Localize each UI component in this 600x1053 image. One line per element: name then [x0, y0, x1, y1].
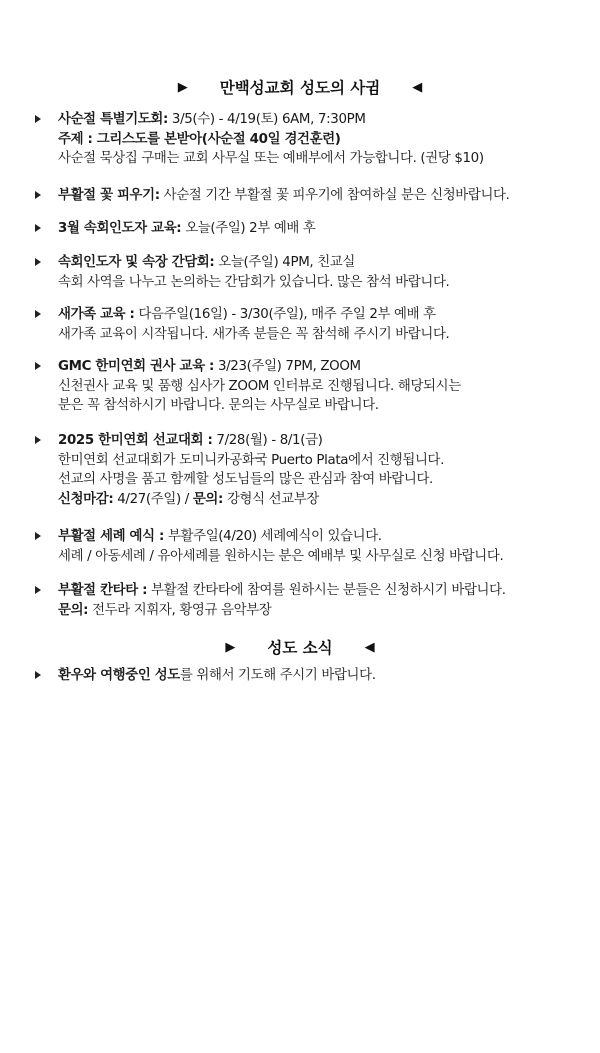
announcement-text: 를 위해서 기도해 주시기 바랍니다.: [179, 668, 376, 683]
bullet-icon: [35, 191, 41, 199]
announcement-line: [36, 431, 584, 451]
bullet-icon: [35, 532, 41, 540]
announcement-label: 사순절 특별기도회:: [58, 112, 168, 127]
triangle-left-icon: ◀: [364, 639, 375, 655]
announcement-text: 3/5(수) - 4/19(토) 6AM, 7:30PM: [168, 112, 366, 127]
bullet-icon: [35, 224, 41, 232]
announcement-text: 한미연회 선교대회가 도미니카공화국 Puerto Plata에서 진행됩니다.: [58, 452, 445, 468]
announcement-label: 부활절 꽃 피우기:: [58, 188, 160, 203]
announcement-text: 3/23(주일) 7PM, ZOOM: [214, 359, 361, 374]
announcement-item: [36, 357, 584, 416]
announcement-item: [36, 431, 584, 509]
announcement-text: 선교의 사명을 품고 함께할 성도님들의 많은 관심과 참여 바랍니다.: [58, 472, 433, 487]
triangle-left-icon: ◀: [412, 79, 423, 95]
announcement-line: [36, 325, 584, 345]
announcement-line: [36, 547, 584, 567]
announcement-text: 부활주일(4/20) 세례예식이 있습니다.: [164, 529, 382, 544]
announcement-item: [36, 110, 584, 169]
announcement-text: 새가족 교육이 시작됩니다. 새가족 분들은 꼭 참석해 주시기 바랍니다.: [58, 326, 450, 342]
bullet-icon: [35, 362, 41, 370]
announcement-item: [36, 527, 584, 566]
bullet-icon: [35, 258, 41, 266]
bullet-icon: [35, 115, 41, 123]
bullet-icon: [35, 671, 41, 679]
announcement-text: 4/27(주일) /: [113, 491, 193, 507]
announcement-label: 신청마감:: [58, 491, 114, 507]
announcement-line: [36, 666, 584, 686]
announcement-line: [36, 396, 584, 416]
announcement-text: 사순절 묵상집 구매는 교회 사무실 또는 예배부에서 가능합니다. (권당 $10): [58, 151, 484, 166]
announcement-label: 부활절 세례 예식 :: [58, 529, 165, 544]
announcement-text: 세례 / 아동세례 / 유아세례를 원하시는 분은 예배부 및 사무실로 신청 바랍니다.: [58, 548, 504, 564]
announcement-line: [36, 490, 584, 510]
section-header-news: [0, 76, 600, 98]
announcement-text: 전두라 지휘자, 황영규 음악부장: [88, 602, 272, 618]
announcement-line: [36, 470, 584, 490]
section-header-members: [0, 636, 600, 658]
announcement-text: 분은 꼭 참석하시기 바랍니다. 문의는 사무실로 바랍니다.: [58, 398, 379, 413]
triangle-right-icon: ▶: [225, 639, 236, 655]
announcement-line: [36, 601, 584, 621]
announcement-item: [36, 186, 584, 206]
announcement-text: 강형식 선교부장: [223, 491, 319, 507]
announcement-line: [36, 377, 584, 397]
announcement-line: [36, 305, 584, 325]
announcement-text: 다음주일(16일) - 3/30(주일), 매주 주일 2부 예배 후: [134, 307, 436, 322]
announcement-label: 새가족 교육 :: [58, 307, 135, 322]
announcement-text: 7/28(월) - 8/1(금): [212, 433, 323, 448]
announcement-item: [36, 219, 584, 239]
announcement-label: 환우와 여행중인 성도: [58, 668, 180, 683]
announcement-line: [36, 451, 584, 471]
announcement-label: 문의:: [58, 602, 89, 618]
announcement-label: 주제 : 그리스도를 본받아(사순절 40일 경건훈련): [58, 131, 341, 147]
section-title: 만백성교회 성도의 사귐: [219, 79, 381, 97]
announcement-text: 부활절 칸타타에 참여를 원하시는 분들은 신청하시기 바랍니다.: [147, 583, 506, 598]
announcement-line: [36, 186, 584, 206]
announcement-text: 오늘(주일) 4PM, 친교실: [214, 255, 355, 270]
announcement-line: [36, 527, 584, 547]
announcement-label: GMC 한미연회 권사 교육 :: [58, 359, 215, 374]
announcement-text: 속회 사역을 나누고 논의하는 간담회가 있습니다. 많은 참석 바랍니다.: [58, 274, 450, 290]
announcement-line: [36, 581, 584, 601]
announcement-text: 신천권사 교육 및 품행 심사가 ZOOM 인터뷰로 진행됩니다. 해당되시는: [58, 378, 461, 394]
bullet-icon: [35, 436, 41, 444]
announcement-label: 속회인도자 및 속장 간담회:: [58, 255, 215, 270]
announcement-line: [36, 273, 584, 293]
announcement-line: [36, 253, 584, 273]
announcement-line: [36, 110, 584, 130]
announcement-label: 2025 한미연회 선교대회 :: [58, 433, 213, 448]
bullet-icon: [35, 310, 41, 318]
bullet-icon: [35, 586, 41, 594]
announcement-item: [36, 581, 584, 620]
announcement-item: [36, 253, 584, 292]
section-title: 성도 소식: [267, 639, 333, 657]
announcement-label: 문의:: [192, 491, 224, 507]
announcement-line: [36, 357, 584, 377]
announcement-text: 오늘(주일) 2부 예배 후: [181, 221, 316, 236]
triangle-right-icon: ▶: [177, 79, 188, 95]
announcement-line: [36, 130, 584, 150]
announcement-item: [36, 666, 584, 686]
announcement-text: 사순절 기간 부활절 꽃 피우기에 참여하실 분은 신청바랍니다.: [159, 188, 510, 203]
announcement-line: [36, 149, 584, 169]
announcement-item: [36, 305, 584, 344]
announcement-label: 3월 속회인도자 교육:: [58, 221, 182, 236]
announcement-line: [36, 219, 584, 239]
announcement-label: 부활절 칸타타 :: [58, 583, 148, 598]
